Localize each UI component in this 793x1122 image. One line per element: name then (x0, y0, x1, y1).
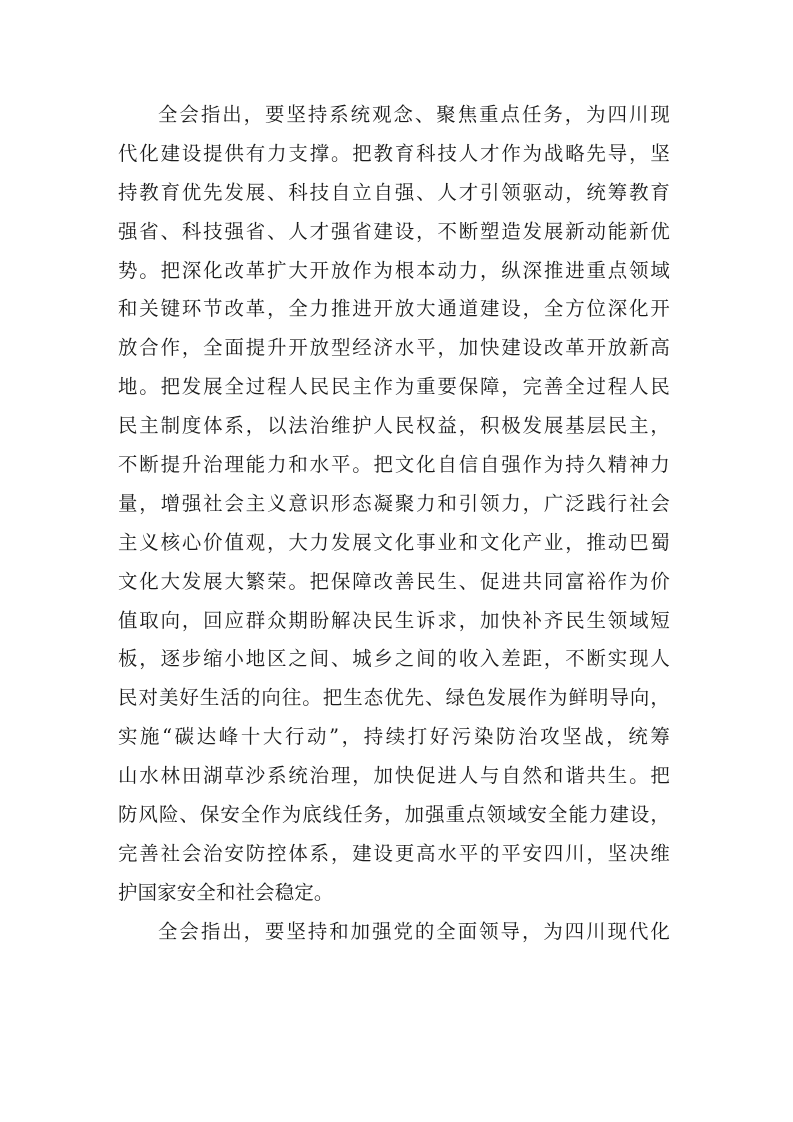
text-line: 民主制度体系，以法治维护人民权益，积极发展基层民主， (118, 414, 670, 438)
text-line: 强省、科技强省、人才强省建设，不断塑造发展新动能新优 (118, 219, 670, 243)
text-line: 山水林田湖草沙系统治理，加快促进人与自然和谐共生。把 (118, 764, 670, 788)
text-line: 势。把深化改革扩大开放作为根本动力，纵深推进重点领域 (118, 258, 670, 282)
paragraph-1 (118, 96, 670, 913)
text-line: 代化建设提供有力支撑。把教育科技人才作为战略先导，坚 (118, 141, 670, 165)
text-line: 文化大发展大繁荣。把保障改善民生、促进共同富裕作为价 (118, 569, 670, 593)
text-line: 值取向，回应群众期盼解决民生诉求，加快补齐民生领域短 (118, 608, 670, 632)
text-line: 实施“碳达峰十大行动”，持续打好污染防治攻坚战，统筹 (118, 725, 670, 749)
text-line: 和关键环节改革，全力推进开放大通道建设，全方位深化开 (118, 297, 670, 321)
text-line: 民对美好生活的向往。把生态优先、绿色发展作为鲜明导向， (118, 686, 670, 710)
text-line: 完善社会治安防控体系，建设更高水平的平安四川，坚决维 (118, 841, 670, 865)
text-line: 防风险、保安全作为底线任务，加强重点领域安全能力建设， (118, 803, 670, 827)
text-line: 护国家安全和社会稳定。 (118, 880, 334, 904)
text-line: 地。把发展全过程人民民主作为重要保障，完善全过程人民 (118, 375, 670, 399)
text-line: 量，增强社会主义意识形态凝聚力和引领力，广泛践行社会 (118, 491, 670, 515)
text-line: 全会指出，要坚持和加强党的全面领导，为四川现代化 (158, 919, 670, 943)
text-line: 放合作，全面提升开放型经济水平，加快建设改革开放新高 (118, 336, 670, 360)
text-line: 不断提升治理能力和水平。把文化自信自强作为持久精神力 (118, 453, 670, 477)
text-line: 持教育优先发展、科技自立自强、人才引领驱动，统筹教育 (118, 180, 670, 204)
text-line: 主义核心价值观，大力发展文化事业和文化产业，推动巴蜀 (118, 530, 670, 554)
body-text (118, 96, 670, 952)
text-line: 板，逐步缩小地区之间、城乡之间的收入差距，不断实现人 (118, 647, 670, 671)
paragraph-2 (118, 913, 670, 952)
text-line: 全会指出，要坚持系统观念、聚焦重点任务，为四川现 (158, 103, 670, 126)
